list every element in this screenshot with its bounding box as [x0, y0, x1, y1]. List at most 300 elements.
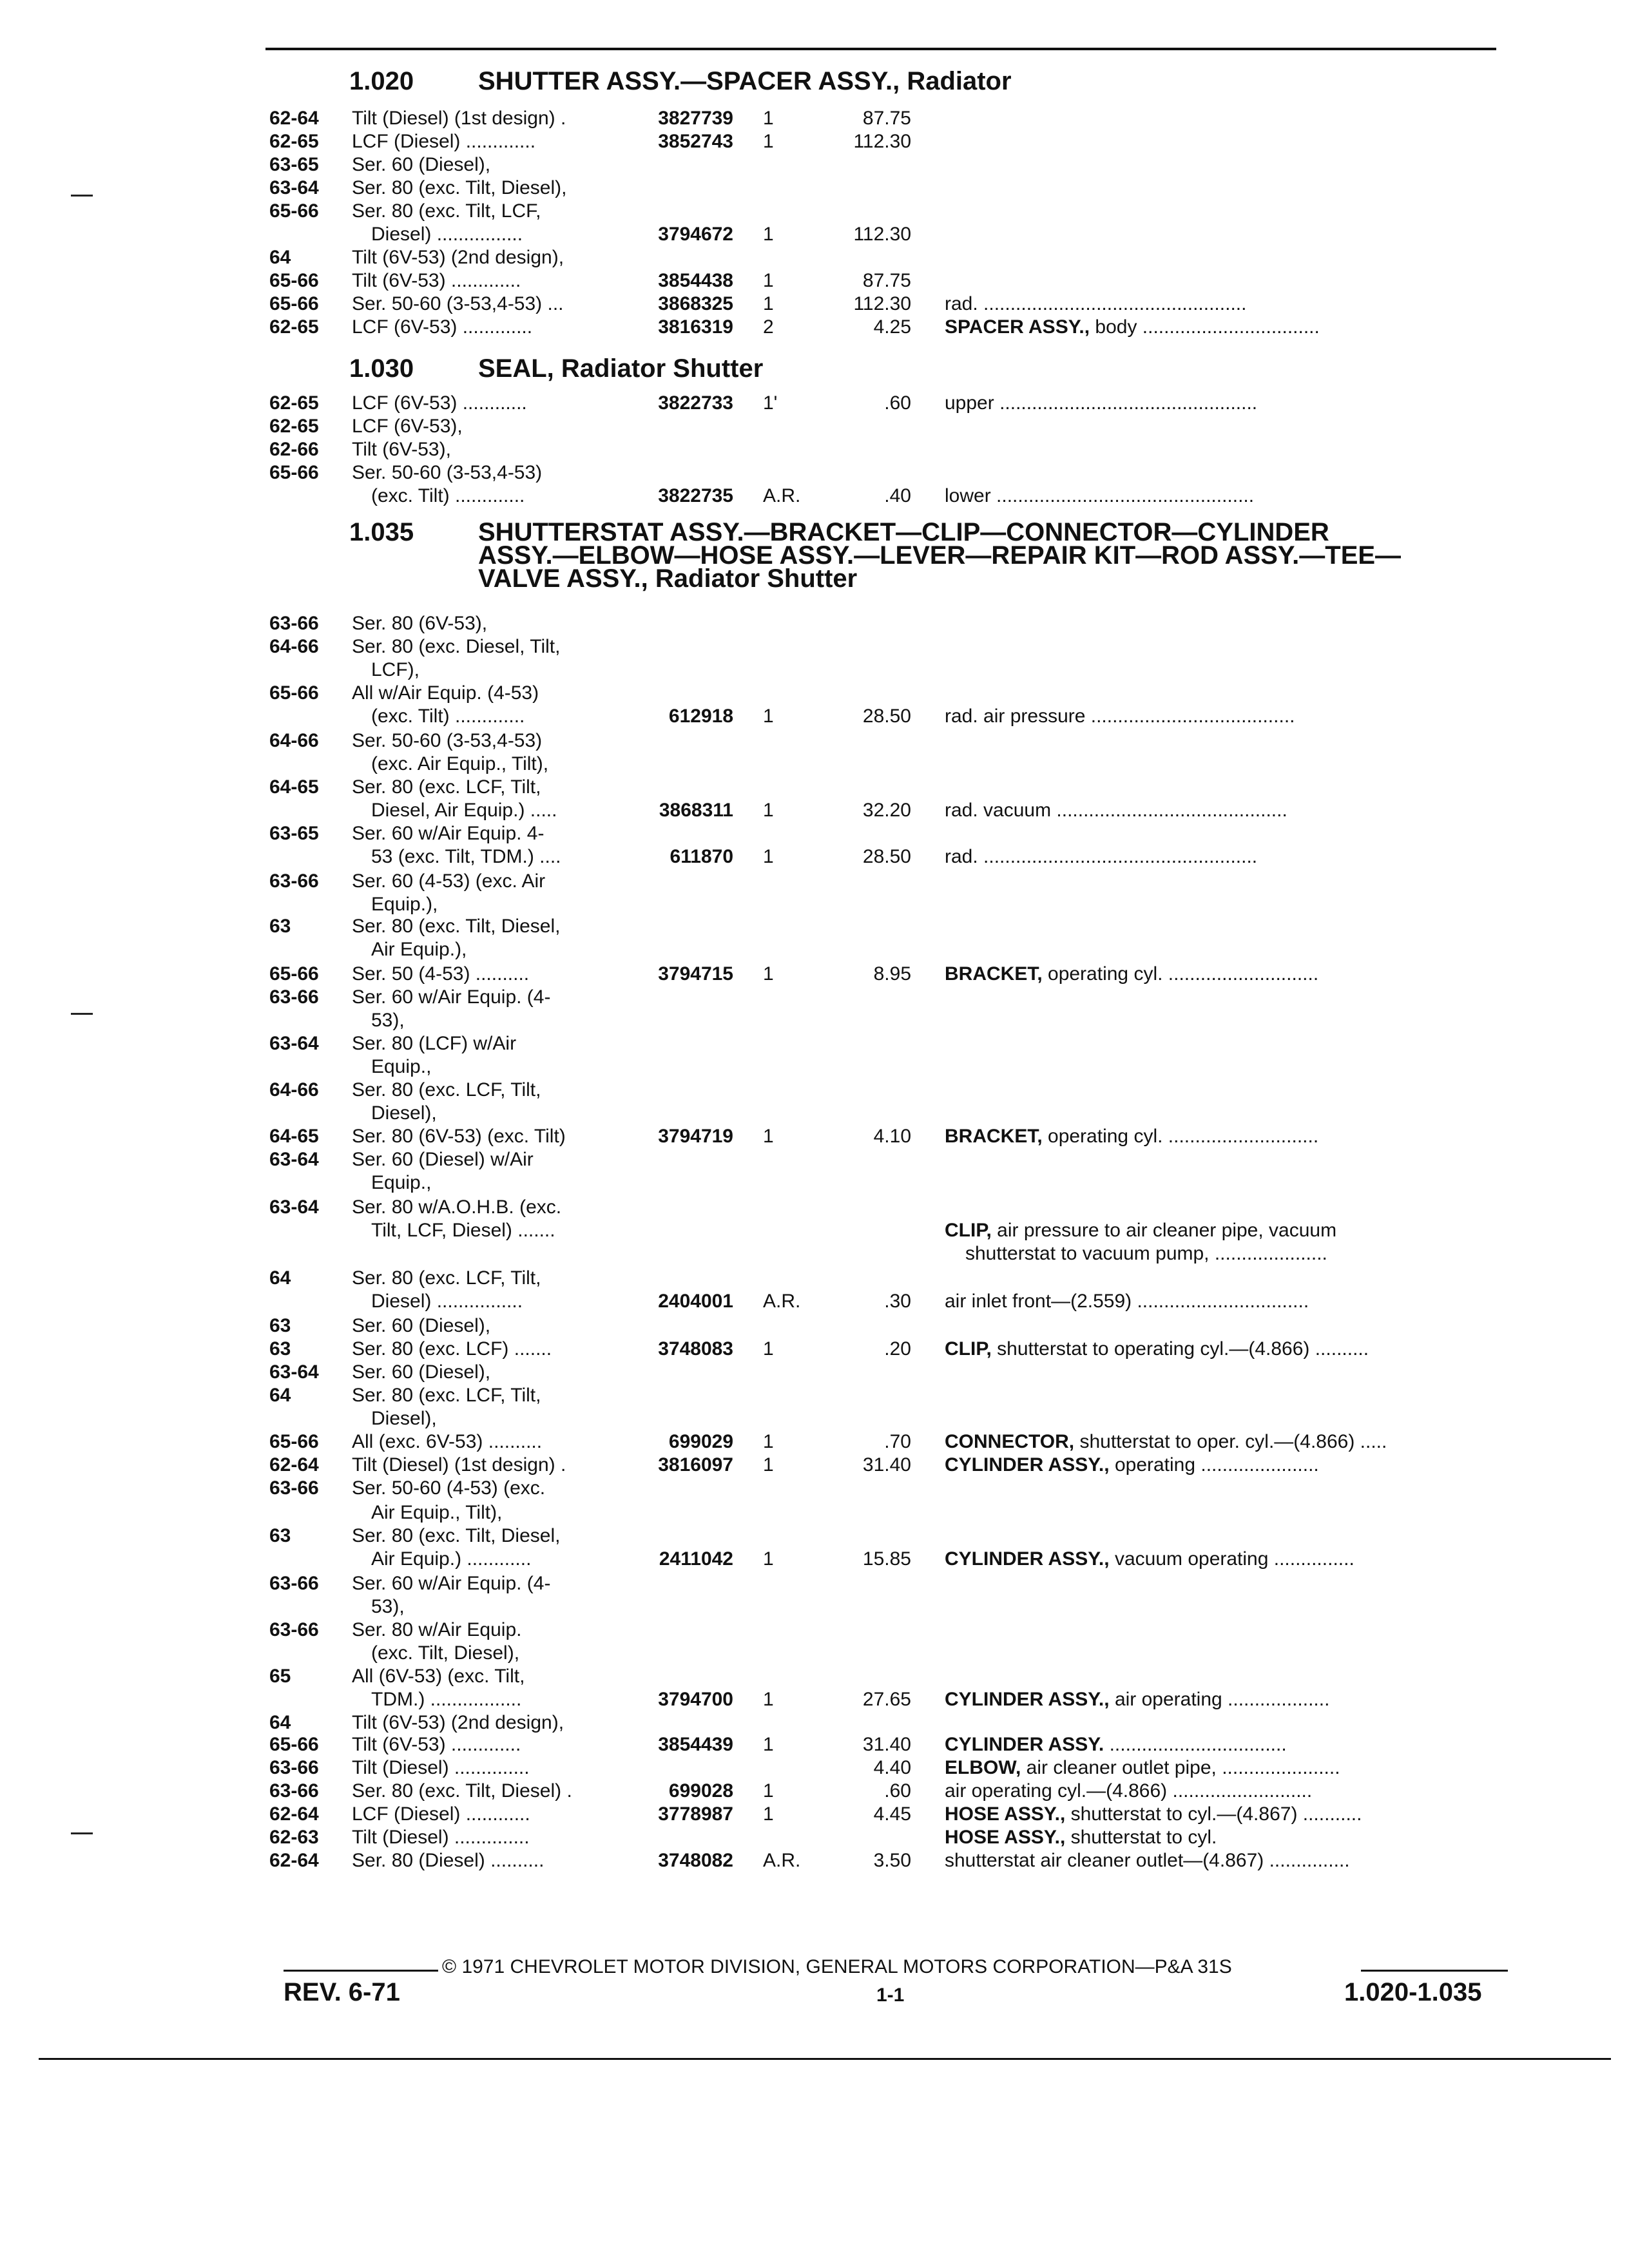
- part-detail: shutterstat to vacuum pump, .....................: [965, 1243, 1327, 1264]
- quantity: 1: [763, 1338, 774, 1360]
- part-description: [945, 1125, 1318, 1148]
- part-detail: air operating cyl.—(4.866) ..........................: [945, 1780, 1313, 1802]
- application-description: Ser. 60 w/Air Equip. (4-: [352, 986, 551, 1008]
- model-years: 63-64: [269, 1149, 319, 1170]
- application-description: LCF (6V-53),: [352, 416, 463, 437]
- table-row: [0, 177, 1629, 200]
- table-row: [0, 1548, 1629, 1571]
- table-row: [0, 1849, 1629, 1872]
- table-row: [0, 893, 1629, 916]
- part-number: 3868311: [659, 800, 733, 821]
- model-years: 64-65: [269, 776, 319, 798]
- part-detail: lower ................................................: [945, 485, 1255, 506]
- part-detail: shutterstat to cyl.—(4.867) ...........: [1065, 1803, 1362, 1825]
- table-row: [0, 269, 1629, 293]
- part-name: BRACKET,: [945, 963, 1043, 985]
- application-description: Ser. 50-60 (3-53,4-53): [352, 730, 543, 751]
- table-row: [0, 1314, 1629, 1338]
- quantity: 1: [763, 270, 774, 291]
- list-price: .40: [884, 485, 911, 506]
- quantity: 1': [763, 392, 778, 414]
- table-row: [0, 1733, 1629, 1756]
- part-description: [945, 1430, 1387, 1454]
- application-description: 53 (exc. Tilt, TDM.) ....: [371, 846, 561, 867]
- model-years: 62-66: [269, 439, 319, 460]
- application-description: Air Equip.) ............: [371, 1548, 532, 1570]
- part-description: [945, 845, 1257, 869]
- part-detail: vacuum operating ...............: [1109, 1548, 1354, 1570]
- application-description: All w/Air Equip. (4-53): [352, 682, 539, 704]
- application-description: Ser. 80 (Diesel) ..........: [352, 1850, 545, 1871]
- table-row: [0, 392, 1629, 415]
- application-description: Diesel, Air Equip.) .....: [371, 800, 557, 821]
- part-number: 3816097: [658, 1454, 733, 1475]
- table-row: [0, 461, 1629, 485]
- table-row: [0, 1009, 1629, 1032]
- application-description: Ser. 60 (Diesel),: [352, 154, 491, 175]
- table-row: [0, 799, 1629, 822]
- part-description: [945, 1338, 1369, 1361]
- application-description: Ser. 60 (Diesel),: [352, 1315, 491, 1336]
- model-years: 63-64: [269, 1033, 319, 1054]
- table-row: [0, 1290, 1629, 1313]
- list-price: .70: [884, 1431, 911, 1452]
- table-row: [0, 1642, 1629, 1665]
- model-years: 64-66: [269, 730, 319, 751]
- model-years: 65-66: [269, 462, 319, 483]
- model-years: 64-65: [269, 1126, 319, 1147]
- application-description: LCF (Diesel) ............: [352, 1803, 530, 1825]
- table-row: [0, 1055, 1629, 1079]
- model-years: 63: [269, 916, 291, 937]
- application-description: Ser. 80 (exc. LCF, Tilt,: [352, 776, 541, 798]
- application-description: Ser. 60 (Diesel) w/Air: [352, 1149, 534, 1170]
- quantity: A.R.: [763, 1850, 801, 1871]
- application-description: LCF (6V-53) ............: [352, 392, 527, 414]
- list-price: 4.10: [873, 1126, 911, 1147]
- table-row: [0, 223, 1629, 246]
- application-description: Ser. 80 (exc. Tilt, Diesel) .: [352, 1780, 572, 1802]
- part-description: [945, 1803, 1362, 1826]
- part-name: HOSE ASSY.,: [945, 1803, 1066, 1825]
- list-price: 112.30: [853, 293, 911, 314]
- table-row: [0, 1780, 1629, 1803]
- table-row: [0, 612, 1629, 635]
- application-description: Tilt (Diesel) (1st design) .: [352, 108, 566, 129]
- model-years: 62-65: [269, 392, 319, 414]
- application-description: Ser. 80 (6V-53),: [352, 613, 488, 634]
- quantity: 1: [763, 1431, 774, 1452]
- part-number: 3794715: [658, 963, 733, 985]
- part-number: 3748082: [658, 1850, 733, 1871]
- part-description: [965, 1242, 1327, 1265]
- list-price: 4.40: [873, 1757, 911, 1778]
- application-description: Tilt, LCF, Diesel) .......: [371, 1220, 555, 1241]
- list-price: 15.85: [862, 1548, 911, 1570]
- table-row: [0, 705, 1629, 728]
- part-description: [945, 1756, 1340, 1780]
- model-years: 62-65: [269, 416, 319, 437]
- part-detail: shutterstat to cyl.: [1065, 1827, 1217, 1848]
- quantity: A.R.: [763, 485, 801, 506]
- quantity: 1: [763, 108, 774, 129]
- table-row: [0, 1756, 1629, 1780]
- quantity: 1: [763, 1780, 774, 1802]
- list-price: 112.30: [853, 224, 911, 245]
- model-years: 63-66: [269, 613, 319, 634]
- model-years: 63-66: [269, 1780, 319, 1802]
- model-years: 63-66: [269, 1757, 319, 1778]
- part-detail: air pressure to air cleaner pipe, vacuum: [991, 1220, 1337, 1241]
- part-detail: operating ......................: [1109, 1454, 1319, 1475]
- table-row: [0, 1454, 1629, 1477]
- table-row: [0, 938, 1629, 961]
- table-row: [0, 776, 1629, 799]
- part-name: CYLINDER ASSY.,: [945, 1454, 1110, 1475]
- application-description: Ser. 80 (6V-53) (exc. Tilt): [352, 1126, 566, 1147]
- part-number: 3822733: [658, 392, 733, 414]
- part-number: 699028: [668, 1780, 733, 1802]
- page-number: 1-1: [876, 1984, 905, 2006]
- table-row: [0, 316, 1629, 339]
- part-name: HOSE ASSY.,: [945, 1827, 1066, 1848]
- section-title: SEAL, Radiator Shutter: [478, 354, 764, 383]
- quantity: 1: [763, 1126, 774, 1147]
- part-name: BRACKET,: [945, 1126, 1043, 1147]
- part-description: [945, 485, 1254, 508]
- application-description: Ser. 80 (exc. Tilt, Diesel,: [352, 1525, 561, 1546]
- part-description: [945, 1219, 1336, 1242]
- part-description: [945, 1290, 1309, 1313]
- table-row: [0, 1524, 1629, 1548]
- model-years: 63-64: [269, 177, 319, 198]
- part-number: 3748083: [658, 1338, 733, 1360]
- part-detail: body .................................: [1090, 316, 1320, 338]
- list-price: 3.50: [873, 1850, 911, 1871]
- table-row: [0, 246, 1629, 269]
- part-detail: rad. vacuum ...........................................: [945, 800, 1287, 821]
- part-name: CONNECTOR,: [945, 1431, 1075, 1452]
- part-description: [945, 1688, 1329, 1711]
- table-row: [0, 153, 1629, 177]
- part-number: 611870: [670, 846, 733, 867]
- list-price: 4.25: [873, 316, 911, 338]
- list-price: .60: [884, 392, 911, 414]
- application-description: Ser. 80 w/A.O.H.B. (exc.: [352, 1196, 562, 1218]
- model-years: 63-66: [269, 1619, 319, 1640]
- table-row: [0, 986, 1629, 1009]
- part-number: 699029: [668, 1431, 733, 1452]
- list-price: .30: [884, 1291, 911, 1312]
- application-description: LCF (6V-53) .............: [352, 316, 533, 338]
- part-number: 3822735: [658, 485, 733, 506]
- table-row: [0, 1267, 1629, 1290]
- application-description: Ser. 50-60 (4-53) (exc.: [352, 1477, 546, 1499]
- quantity: 1: [763, 1734, 774, 1755]
- application-description: Ser. 50-60 (3-53,4-53) ...: [352, 293, 564, 314]
- top-rule: [265, 48, 1496, 50]
- application-description: Tilt (6V-53) (2nd design),: [352, 247, 564, 268]
- table-row: [0, 845, 1629, 869]
- table-row: [0, 1079, 1629, 1102]
- part-number: 3794672: [658, 224, 733, 245]
- part-description: [945, 1733, 1287, 1756]
- part-number: 3854438: [658, 270, 733, 291]
- section-range: 1.020-1.035: [1344, 1978, 1482, 2006]
- application-description: Ser. 80 (exc. Tilt, LCF,: [352, 200, 541, 222]
- model-years: 63-66: [269, 1573, 319, 1594]
- application-description: TDM.) .................: [371, 1689, 522, 1710]
- table-row: [0, 1688, 1629, 1711]
- part-description: [945, 392, 1257, 415]
- application-description: Ser. 80 (exc. LCF) .......: [352, 1338, 552, 1360]
- application-description: Tilt (Diesel) ..............: [352, 1757, 530, 1778]
- part-number: 3852743: [658, 131, 733, 152]
- model-years: 63-65: [269, 154, 319, 175]
- application-description: Diesel) ................: [371, 224, 523, 245]
- application-description: Ser. 60 (4-53) (exc. Air: [352, 870, 546, 892]
- part-detail: rad. .................................................: [945, 293, 1247, 314]
- model-years: 62-65: [269, 316, 319, 338]
- footer-copyright: © 1971 CHEVROLET MOTOR DIVISION, GENERAL MOTORS CORPORATION—P&A 31S: [442, 1956, 1232, 1977]
- quantity: 1: [763, 846, 774, 867]
- part-number: 3778987: [658, 1803, 733, 1825]
- list-price: 27.65: [862, 1689, 911, 1710]
- part-description: [945, 799, 1287, 822]
- part-description: [945, 963, 1318, 986]
- model-years: 65-66: [269, 200, 319, 222]
- model-years: 65-66: [269, 682, 319, 704]
- list-price: 31.40: [862, 1454, 911, 1475]
- model-years: 63-66: [269, 986, 319, 1008]
- quantity: 1: [763, 1548, 774, 1570]
- part-detail: shutterstat to oper. cyl.—(4.866) .....: [1074, 1431, 1387, 1452]
- application-description: Ser. 60 w/Air Equip. (4-: [352, 1573, 551, 1594]
- table-row: [0, 1148, 1629, 1171]
- application-description: (exc. Tilt) .............: [371, 706, 525, 727]
- part-detail: air operating ...................: [1109, 1689, 1330, 1710]
- model-years: 64-66: [269, 636, 319, 657]
- section-title: SHUTTER ASSY.—SPACER ASSY., Radiator: [478, 67, 1012, 95]
- table-row: [0, 682, 1629, 705]
- model-years: 63: [269, 1525, 291, 1546]
- table-row: [0, 963, 1629, 986]
- list-price: 87.75: [862, 270, 911, 291]
- model-years: 62-64: [269, 1803, 319, 1825]
- part-number: 3816319: [658, 316, 733, 338]
- part-description: [945, 1780, 1312, 1803]
- list-price: 4.45: [873, 1803, 911, 1825]
- part-name: CLIP,: [945, 1220, 992, 1241]
- application-description: Equip.,: [371, 1172, 432, 1193]
- model-years: 64: [269, 1712, 291, 1733]
- section-number: 1.030: [349, 354, 414, 383]
- part-number: 2404001: [658, 1291, 733, 1312]
- quantity: 1: [763, 131, 774, 152]
- application-description: Tilt (Diesel) ..............: [352, 1827, 530, 1848]
- application-description: Diesel),: [371, 1408, 437, 1429]
- revision-label: REV. 6-71: [284, 1978, 400, 2006]
- part-detail: operating cyl. ............................: [1042, 1126, 1319, 1147]
- application-description: Diesel),: [371, 1102, 437, 1124]
- table-row: [0, 1171, 1629, 1195]
- part-number: 3868325: [658, 293, 733, 314]
- list-price: 32.20: [862, 800, 911, 821]
- table-row: [0, 485, 1629, 508]
- application-description: (exc. Tilt) .............: [371, 485, 525, 506]
- table-row: [0, 1384, 1629, 1407]
- model-years: 65-66: [269, 1734, 319, 1755]
- model-years: 65: [269, 1666, 291, 1687]
- list-price: 112.30: [853, 131, 911, 152]
- section-title-line: SHUTTERSTAT ASSY.—BRACKET—CLIP—CONNECTOR—CYLINDER: [478, 518, 1329, 546]
- model-years: 62-63: [269, 1827, 319, 1848]
- model-years: 65-66: [269, 1431, 319, 1452]
- part-number: 3827739: [658, 108, 733, 129]
- section-title-line: ASSY.—ELBOW—HOSE ASSY.—LEVER—REPAIR KIT—ROD ASSY.—TEE—: [478, 541, 1402, 570]
- application-description: Equip.,: [371, 1056, 432, 1077]
- part-description: [945, 1454, 1319, 1477]
- table-row: [0, 1619, 1629, 1642]
- quantity: 1: [763, 1803, 774, 1825]
- table-row: [0, 1125, 1629, 1148]
- part-name: CYLINDER ASSY.: [945, 1734, 1104, 1755]
- table-row: [0, 1595, 1629, 1619]
- table-row: [0, 200, 1629, 223]
- application-description: Tilt (Diesel) (1st design) .: [352, 1454, 566, 1475]
- part-description: [945, 1849, 1350, 1872]
- application-description: Tilt (6V-53),: [352, 439, 451, 460]
- table-row: [0, 1032, 1629, 1055]
- application-description: Equip.),: [371, 894, 438, 915]
- table-row: [0, 1572, 1629, 1595]
- section-heading-1030: [349, 356, 763, 381]
- application-description: Ser. 80 (exc. Tilt, Diesel,: [352, 916, 561, 937]
- part-detail: operating cyl. ............................: [1042, 963, 1319, 985]
- bottom-rule: [39, 2058, 1611, 2060]
- list-price: 28.50: [862, 706, 911, 727]
- part-name: SPACER ASSY.,: [945, 316, 1090, 338]
- application-description: Ser. 80 (exc. LCF, Tilt,: [352, 1267, 541, 1289]
- list-price: 8.95: [873, 963, 911, 985]
- part-name: ELBOW,: [945, 1757, 1021, 1778]
- application-description: Air Equip.),: [371, 939, 467, 960]
- model-years: 63: [269, 1338, 291, 1360]
- list-price: .20: [884, 1338, 911, 1360]
- part-detail: .................................: [1104, 1734, 1287, 1755]
- application-description: (exc. Air Equip., Tilt),: [371, 753, 549, 774]
- list-price: 28.50: [862, 846, 911, 867]
- table-row: [0, 729, 1629, 753]
- application-description: Ser. 80 (LCF) w/Air: [352, 1033, 517, 1054]
- part-description: [945, 705, 1295, 728]
- part-number: 3794700: [658, 1689, 733, 1710]
- quantity: 1: [763, 706, 774, 727]
- part-detail: shutterstat air cleaner outlet—(4.867) ...............: [945, 1850, 1350, 1871]
- quantity: 2: [763, 316, 774, 338]
- model-years: 62-64: [269, 1454, 319, 1475]
- table-row: [0, 1803, 1629, 1826]
- application-description: Ser. 80 (exc. Diesel, Tilt,: [352, 636, 561, 657]
- part-detail: rad. air pressure ......................................: [945, 706, 1295, 727]
- model-years: 65-66: [269, 963, 319, 985]
- application-description: Ser. 80 (exc. LCF, Tilt,: [352, 1079, 541, 1100]
- model-years: 63-64: [269, 1196, 319, 1218]
- list-price: 87.75: [862, 108, 911, 129]
- application-description: Ser. 50-60 (3-53,4-53): [352, 462, 543, 483]
- quantity: A.R.: [763, 1291, 801, 1312]
- part-detail: shutterstat to operating cyl.—(4.866) ..........: [991, 1338, 1369, 1360]
- application-description: Diesel) ................: [371, 1291, 523, 1312]
- application-description: Ser. 60 w/Air Equip. 4-: [352, 823, 545, 844]
- quantity: 1: [763, 1454, 774, 1475]
- table-row: [0, 1102, 1629, 1125]
- table-row: [0, 1338, 1629, 1361]
- quantity: 1: [763, 963, 774, 985]
- table-row: [0, 438, 1629, 461]
- application-description: Tilt (6V-53) .............: [352, 270, 521, 291]
- part-detail: rad. ...................................................: [945, 846, 1258, 867]
- part-name: CLIP,: [945, 1338, 992, 1360]
- table-row: [0, 1826, 1629, 1849]
- part-number: 2411042: [659, 1548, 733, 1570]
- table-row: [0, 658, 1629, 682]
- table-row: [0, 753, 1629, 776]
- table-row: [0, 822, 1629, 845]
- part-description: [945, 1548, 1354, 1571]
- model-years: 63-66: [269, 870, 319, 892]
- model-years: 64-66: [269, 1079, 319, 1100]
- footer-rule-left: [284, 1970, 438, 1972]
- part-description: [945, 316, 1320, 339]
- section-heading-1020: [349, 68, 1012, 94]
- list-price: 31.40: [862, 1734, 911, 1755]
- application-description: LCF (Diesel) .............: [352, 131, 536, 152]
- footer-rule-right: [1361, 1970, 1508, 1972]
- section-number: 1.020: [349, 67, 414, 95]
- table-row: [0, 915, 1629, 938]
- table-row: [0, 1196, 1629, 1219]
- application-description: Tilt (6V-53) (2nd design),: [352, 1712, 564, 1733]
- application-description: Ser. 60 (Diesel),: [352, 1361, 491, 1383]
- part-number: 3854439: [658, 1734, 733, 1755]
- part-number: 612918: [668, 706, 733, 727]
- model-years: 65-66: [269, 293, 319, 314]
- list-price: .60: [884, 1780, 911, 1802]
- table-row: [0, 1430, 1629, 1454]
- model-years: 64: [269, 247, 291, 268]
- model-years: 62-64: [269, 108, 319, 129]
- model-years: 64: [269, 1385, 291, 1406]
- table-row: [0, 635, 1629, 658]
- table-row: [0, 1711, 1629, 1735]
- application-description: All (exc. 6V-53) ..........: [352, 1431, 543, 1452]
- application-description: Air Equip., Tilt),: [371, 1502, 503, 1523]
- table-row: [0, 130, 1629, 153]
- model-years: 65-66: [269, 270, 319, 291]
- model-years: 63: [269, 1315, 291, 1336]
- application-description: Ser. 80 (exc. Tilt, Diesel),: [352, 177, 567, 198]
- quantity: 1: [763, 1689, 774, 1710]
- model-years: 63-66: [269, 1477, 319, 1499]
- table-row: [0, 415, 1629, 438]
- section-heading-1035: [349, 518, 1402, 593]
- application-description: Ser. 80 w/Air Equip.: [352, 1619, 522, 1640]
- part-description: [945, 293, 1246, 316]
- table-row: [0, 1501, 1629, 1524]
- part-detail: upper ................................................: [945, 392, 1258, 414]
- part-detail: air cleaner outlet pipe, ......................: [1021, 1757, 1340, 1778]
